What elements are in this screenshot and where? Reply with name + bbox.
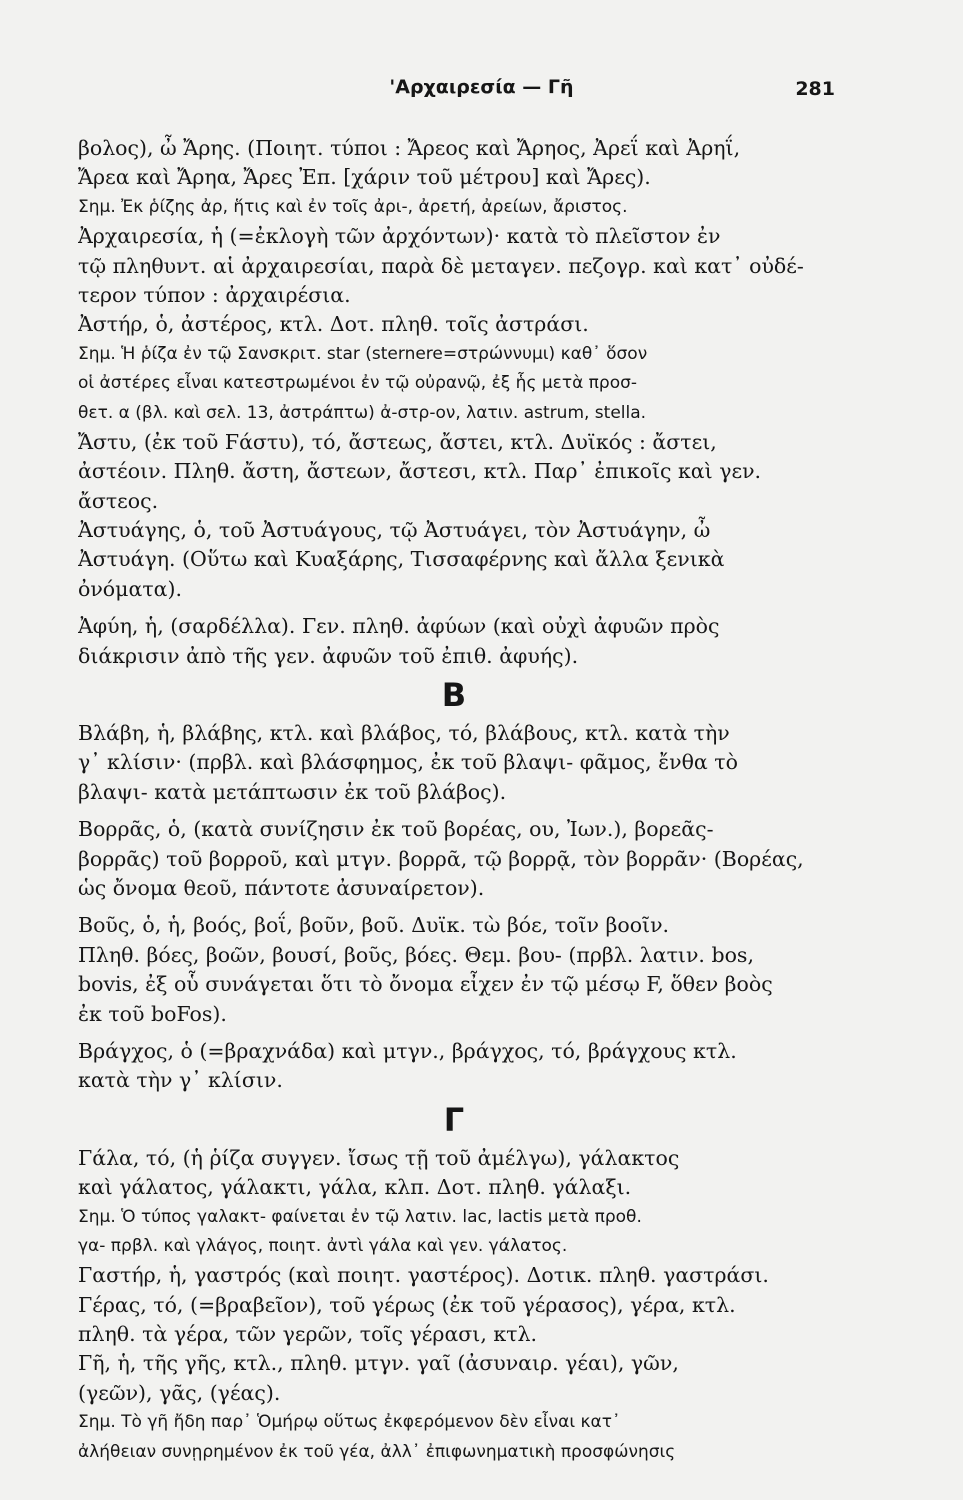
entry-line: Ἀστήρ, ὁ, ἀστέρος, κτλ. Δοτ. πληθ. τοῖς ἀστράσι.	[78, 312, 589, 337]
note-line: ἀλήθειαν συνῃρημένον ἐκ τοῦ γέα, ἀλλ᾿ ἐπιφωνηματικὴ προσφώνησις	[78, 1441, 676, 1462]
text-line: καὶ γάλατος, γάλακτι, γάλα, κλπ. Δοτ. πληθ. γάλαξι.	[78, 1175, 632, 1200]
note-line: Σημ. Ἐκ ῥίζης ἀρ, ἥτις καὶ ἐν τοῖς ἀρι-, ἀρετή, ἀρείων, ἄριστος.	[78, 196, 628, 217]
text-line: βολος), ὦ Ἄρης. (Ποιητ. τύποι : Ἄρεος καὶ Ἄρηος, Ἀρεΐ καὶ Ἀρηΐ,	[78, 136, 741, 160]
entry-line: Ἄστυ, (ἐκ τοῦ Ϝάστυ), τό, ἄστεως, ἄστει, κτλ. Δυϊκός : ἄστει,	[78, 429, 717, 454]
entry-line: Ἀρχαιρεσία, ἡ (=ἐκλογὴ τῶν ἀρχόντων)· κατὰ τὸ πλεῖστον ἐν	[78, 224, 721, 249]
page-title: 'Αρχαιρεσία — Γῆ	[389, 76, 574, 98]
text-line: Πληθ. βόες, βοῶν, βουσί, βοῦς, βόες. Θεμ. βου- (πρβλ. λατιν. bos,	[78, 942, 754, 967]
text-line: Ἄρεα καὶ Ἄρηα, Ἄρες Ἐπ. [χάριν τοῦ μέτρου] καὶ Ἄρες).	[78, 165, 651, 190]
entry-line: Ἀφύη, ἡ, (σαρδέλλα). Γεν. πληθ. ἀφύων (καὶ οὐχὶ ἀφυῶν πρὸς	[78, 614, 720, 639]
note-line: Σημ. Τὸ γῆ ἤδη παρ᾿ Ὁμήρῳ οὕτως ἐκφερόμενον δὲν εἶναι κατ᾿	[78, 1412, 621, 1433]
page-number: 281	[795, 78, 835, 100]
entry-line: Βλάβη, ἡ, βλάβης, κτλ. καὶ βλάβος, τό, βλάβους, κτλ. κατὰ τὴν	[78, 721, 730, 746]
entry-line: Βορρᾶς, ὁ, (κατὰ συνίζησιν ἐκ τοῦ βορέας, ου, Ἰων.), βορεᾶς-	[78, 817, 714, 842]
note-line: οἱ ἀστέρες εἶναι κατεστρωμένοι ἐν τῷ οὐρανῷ, ἐξ ἧς μετὰ προσ-	[78, 373, 638, 394]
section-letter-gamma: Γ	[443, 1100, 465, 1139]
entry-line: Γῆ, ἡ, τῆς γῆς, κτλ., πληθ. μτγν. γαῖ (ἀσυναιρ. γέαι), γῶν,	[78, 1351, 679, 1376]
text-line: Ἀστυάγη. (Οὕτω καὶ Κυαξάρης, Τισσαφέρνης καὶ ἄλλα ξενικὰ	[78, 547, 725, 572]
text-line: ἀστέοιν. Πληθ. ἄστη, ἄστεων, ἄστεσι, κτλ. Παρ᾿ ἐπικοῖς καὶ γεν.	[78, 459, 762, 484]
note-line: Σημ. Ὁ τύπος γαλακτ- φαίνεται ἐν τῷ λατιν. lac, lactis μετὰ προθ.	[78, 1206, 642, 1227]
text-line: κατὰ τὴν γ᾿ κλίσιν.	[78, 1068, 283, 1093]
text-line: πληθ. τὰ γέρα, τῶν γερῶν, τοῖς γέρασι, κτλ.	[78, 1322, 538, 1347]
text-line: τῷ πληθυντ. αἱ ἀρχαιρεσίαι, παρὰ δὲ μεταγεν. πεζογρ. καὶ κατ᾿ οὐδέ-	[78, 253, 804, 278]
entry-line: Γάλα, τό, (ἡ ῥίζα συγγεν. ἴσως τῇ τοῦ ἀμέλγω), γάλακτος	[78, 1145, 680, 1170]
section-letter-beta: Β	[441, 676, 467, 715]
note-line: Σημ. Ἡ ῥίζα ἐν τῷ Σανσκριτ. star (sternere=στρώννυμι) καθ᾿ ὅσον	[78, 343, 648, 364]
entry-line: Βοῦς, ὁ, ἡ, βοός, βοΐ, βοῦν, βοῦ. Δυϊκ. τὼ βόε, τοῖν βοοῖν.	[78, 913, 670, 938]
entry-line: Βράγχος, ὁ (=βραχνάδα) καὶ μτγν., βράγχος, τό, βράγχους κτλ.	[78, 1038, 737, 1063]
text-line: βορρᾶς) τοῦ βορροῦ, καὶ μτγν. βορρᾶ, τῷ βορρᾷ, τὸν βορρᾶν· (Βορέας,	[78, 846, 804, 871]
entry-line: Ἀστυάγης, ὁ, τοῦ Ἀστυάγους, τῷ Ἀστυάγει, τὸν Ἀστυάγην, ὦ	[78, 518, 711, 543]
note-line: θετ. α (βλ. καὶ σελ. 13, ἀστράπτω) ἀ-στρ-ον, λατιν. astrum, stella.	[78, 402, 647, 423]
text-line: (γεῶν), γᾶς, (γέας).	[78, 1380, 281, 1405]
entries-body	[78, 134, 830, 1467]
text-line: διάκρισιν ἀπὸ τῆς γεν. ἀφυῶν τοῦ ἐπιθ. ἀφυής).	[78, 643, 579, 668]
text-line: ἄστεος.	[78, 488, 159, 513]
text-line: ὡς ὄνομα θεοῦ, πάντοτε ἀσυναίρετον).	[78, 875, 485, 900]
entry-line: Γαστήρ, ἡ, γαστρός (καὶ ποιητ. γαστέρος). Δοτικ. πληθ. γαστράσι.	[78, 1263, 769, 1288]
text-line: bovis, ἐξ οὗ συνάγεται ὅτι τὸ ὄνομα εἶχεν ἐν τῷ μέσῳ F, ὅθεν βοὸς	[78, 972, 773, 997]
text-line: ὀνόματα).	[78, 576, 183, 601]
text-line: βλαψι- κατὰ μετάπτωσιν ἐκ τοῦ βλάβος).	[78, 779, 507, 804]
text-line: τερον τύπον : ἀρχαιρέσια.	[78, 282, 351, 307]
entry-line: Γέρας, τό, (=βραβεῖον), τοῦ γέρως (ἐκ τοῦ γέρασος), γέρα, κτλ.	[78, 1292, 736, 1317]
text-line: γ᾿ κλίσιν· (πρβλ. καὶ βλάσφημος, ἐκ τοῦ βλαψι- φᾶμος, ἔνθα τὸ	[78, 750, 738, 775]
text-line: ἐκ τοῦ boFos).	[78, 1001, 227, 1026]
note-line: γα- πρβλ. καὶ γλάγος, ποιητ. ἀντὶ γάλα καὶ γεν. γάλατος.	[78, 1235, 568, 1256]
running-head	[0, 72, 963, 106]
